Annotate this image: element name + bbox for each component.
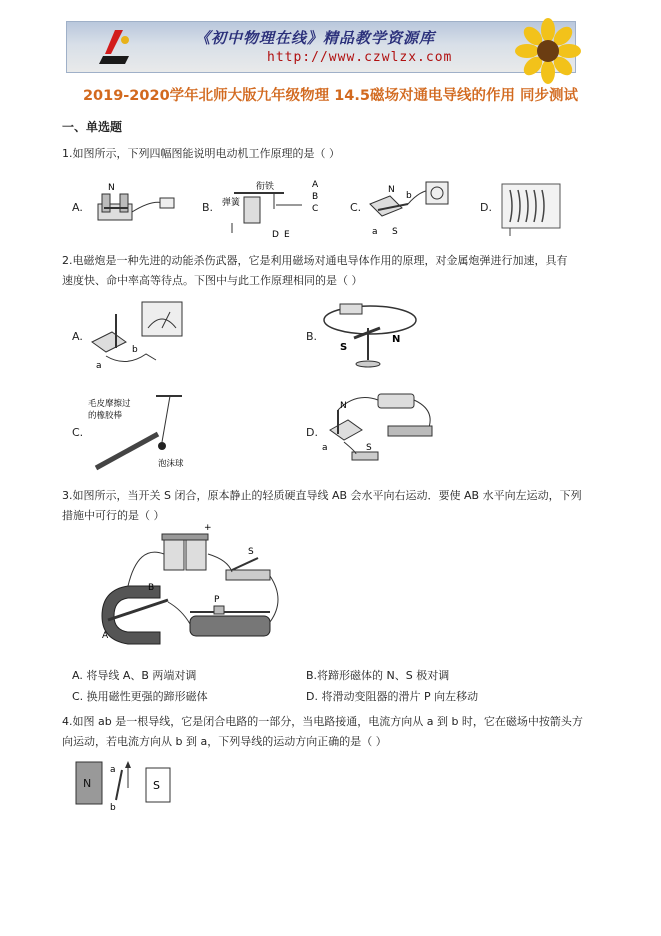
question-4-line-2: 向运动，若电流方向从 b 到 a，下列导线的运动方向正确的是（ ） (62, 735, 387, 748)
question-4-line-1: 4.如图 ab 是一根导线，它是闭合电路的一部分，当电路接通，电流方向从 a 到 b 时，它在磁场中按箭头方 (62, 715, 583, 728)
q4-b-label: b (110, 803, 116, 813)
q4-a-label: a (110, 765, 116, 775)
q1c-n-label: N (388, 185, 395, 195)
q3-circuit-figure (98, 523, 294, 658)
q1c-b-label: b (406, 191, 412, 201)
q3-b-label: B (148, 583, 155, 593)
q3-p-label: P (214, 595, 220, 605)
q2c-rod-label-1: 毛皮摩擦过 (88, 399, 131, 409)
q1-option-a-label: A. (72, 201, 83, 214)
q1b-iron-label: 衔铁 (256, 182, 275, 192)
q3-option-d: D. 将滑动变阻器的滑片 P 向左移动 (306, 690, 479, 703)
sunflower-icon (513, 16, 583, 86)
q2b-n-label: N (392, 334, 401, 345)
q1-figure-d (496, 176, 566, 238)
q3-a-label: A (102, 631, 109, 641)
q2-option-d-label: D. (306, 426, 318, 439)
q1b-spring-label: 弹簧 (222, 198, 241, 208)
logo-icon (97, 28, 137, 68)
q1-option-c-label: C. (350, 201, 362, 214)
question-1-text: 1.如图所示，下列四幅图能说明电动机工作原理的是（ ） (62, 147, 340, 160)
q1a-n-label: N (108, 183, 115, 193)
q3-option-c: C. 换用磁性更强的蹄形磁体 (72, 690, 208, 703)
q3-option-a: A. 将导线 A、B 两端对调 (72, 669, 197, 682)
q2d-s-label: S (366, 443, 372, 453)
q1b-e-label: E (284, 230, 290, 240)
q2-option-a-label: A. (72, 330, 83, 343)
q4-n-label: N (83, 777, 92, 790)
q2-option-b-label: B. (306, 330, 318, 343)
q1b-c-label: C (312, 204, 319, 214)
q2-figure-c (86, 390, 190, 474)
q1c-s-label: S (392, 227, 398, 237)
q2a-a-label: a (96, 361, 102, 371)
q2c-rod-label-2: 的橡胶棒 (88, 411, 123, 421)
q2c-ball-label: 泡沫球 (158, 459, 184, 469)
q2-figure-a (86, 298, 190, 374)
header-banner (66, 21, 576, 73)
question-3-line-2: 措施中可行的是（ ） (62, 509, 165, 522)
question-3-line-1: 3.如图所示，当开关 S 闭合，原本静止的轻质硬直导线 AB 会水平向右运动．要使 AB 水平向左运动，下列 (62, 489, 582, 502)
banner-url: http://www.czwlzx.com (267, 50, 453, 65)
q1c-a-label: a (372, 227, 378, 237)
q1-option-b-label: B. (202, 201, 214, 214)
q2b-s-label: S (340, 342, 348, 353)
question-2-line-2: 速度快、命中率高等待点。下图中与此工作原理相同的是（ ） (62, 274, 363, 287)
q3-s-label: S (248, 547, 254, 557)
document-title: 2019-2020学年北师大版九年级物理 14.5磁场对通电导线的作用 同步测试 (82, 88, 579, 104)
q1-figure-b (214, 175, 329, 241)
section-title: 一、单选题 (62, 120, 123, 134)
q1b-d-label: D (272, 230, 279, 240)
q1-figure-a (84, 178, 184, 236)
q1-figure-c (362, 178, 467, 240)
q1b-b-label: B (312, 192, 319, 202)
q2-figure-d (316, 390, 442, 470)
q4-s-label: S (153, 779, 160, 792)
q3-option-b: B.将蹄形磁体的 N、S 极对调 (306, 669, 450, 682)
q2-option-c-label: C. (72, 426, 84, 439)
q2d-a-label: a (322, 443, 328, 453)
q4-magnet-figure (70, 758, 180, 812)
q2-figure-b (318, 298, 422, 372)
banner-title: 《初中物理在线》精品教学资源库 (195, 29, 436, 47)
question-2-line-1: 2.电磁炮是一种先进的动能杀伤武器，它是利用磁场对通电导体作用的原理，对金属炮弹进行加速，具有 (62, 254, 568, 267)
q3-plus-label: + (204, 523, 212, 533)
q1-option-d-label: D. (480, 201, 492, 214)
q2a-b-label: b (132, 345, 138, 355)
q2d-n-label: N (340, 401, 347, 411)
q1b-a-label: A (312, 180, 319, 190)
